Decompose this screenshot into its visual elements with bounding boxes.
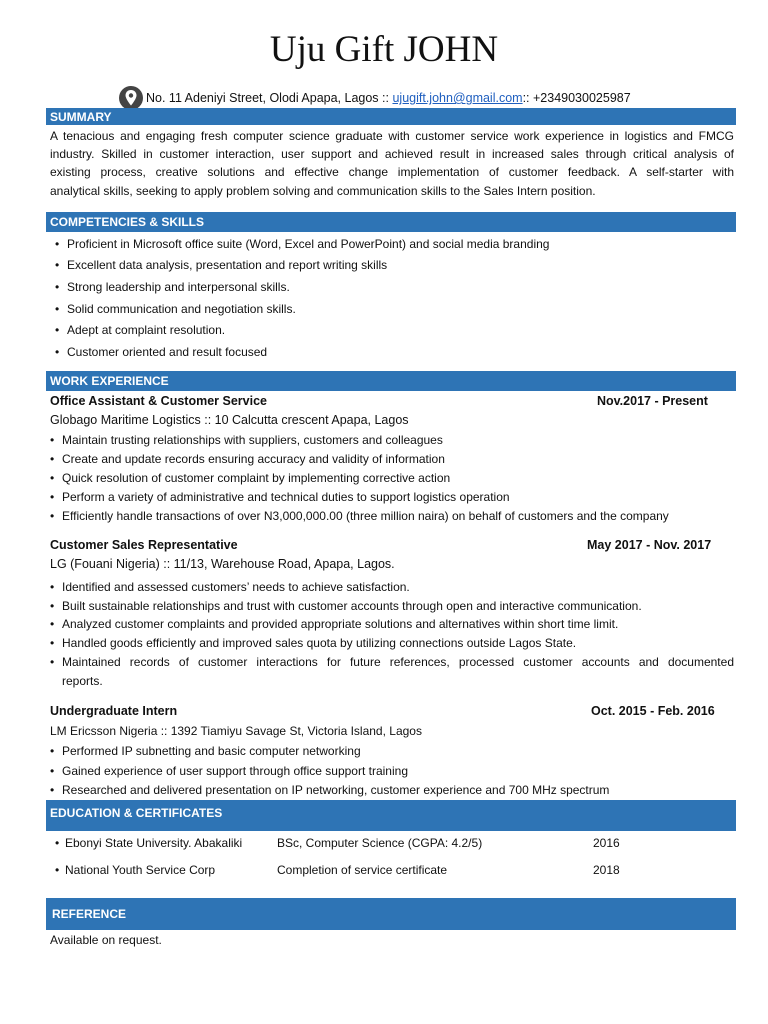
skill-item: • Customer oriented and result focused	[55, 345, 268, 359]
summary-line: existing process, creative solutions and effective change implementation of customer feedback. A self-starter with	[50, 165, 734, 180]
skill-item: • Strong leadership and interpersonal skills.	[55, 280, 290, 294]
job-company: LM Ericsson Nigeria :: 1392 Tiamiyu Savage St, Victoria Island, Lagos	[50, 724, 422, 738]
skill-item: • Adept at complaint resolution.	[55, 323, 226, 337]
email-link[interactable]: ujugift.john@gmail.com	[392, 91, 523, 105]
job-title: Undergraduate Intern	[50, 704, 178, 718]
job-bullet: • Gained experience of user support through office support training	[50, 764, 408, 778]
job-company: Globago Maritime Logistics :: 10 Calcutta crescent Apapa, Lagos	[50, 413, 409, 427]
skill-item: • Solid communication and negotiation skills.	[55, 302, 296, 316]
job-bullet: • Handled goods efficiently and improved sales quota by utilizing connections outside Lagos State.	[50, 636, 577, 650]
section-header-skills: COMPETENCIES & SKILLS	[46, 212, 736, 232]
address-text: No. 11 Adeniyi Street, Olodi Apapa, Lagos ::	[146, 91, 389, 105]
job-bullet: • Quick resolution of customer complaint by implementing corrective action	[50, 471, 451, 485]
summary-text	[50, 127, 734, 200]
job-title: Office Assistant & Customer Service	[50, 394, 267, 408]
job-dates: Nov.2017 - Present	[597, 394, 708, 408]
job-bullet: • Efficiently handle transactions of over N3,000,000.00 (three million naira) on behalf of customers and the company	[50, 509, 669, 523]
phone-text: :: +2349030025987	[522, 91, 631, 105]
job-bullet: • Create and update records ensuring accuracy and validity of information	[50, 452, 445, 466]
job-bullet: • Identified and assessed customers’ needs to achieve satisfaction.	[50, 580, 410, 594]
job-title: Customer Sales Representative	[50, 538, 238, 552]
education-qualification: BSc, Computer Science (CGPA: 4.2/5)	[277, 836, 483, 850]
job-bullet-continued: reports.	[62, 674, 103, 688]
education-institution: • Ebonyi State University. Abakaliki	[55, 836, 243, 850]
job-dates: May 2017 - Nov. 2017	[587, 538, 712, 552]
education-qualification: Completion of service certificate	[277, 863, 448, 877]
section-header-summary: SUMMARY	[46, 108, 736, 125]
job-bullet: • Perform a variety of administrative and technical duties to support logistics operation	[50, 490, 510, 504]
education-institution: • National Youth Service Corp	[55, 863, 216, 877]
summary-line: industry. Skilled in customer interaction, user support and achieved result in increased sales through critical analysis of	[50, 147, 734, 162]
job-dates: Oct. 2015 - Feb. 2016	[591, 704, 715, 718]
job-bullet: • Analyzed customer complaints and provided appropriate solutions and alternatives within short time limit.	[50, 617, 619, 631]
education-year: 2018	[593, 863, 620, 877]
skill-item: • Excellent data analysis, presentation and report writing skills	[55, 258, 388, 272]
job-bullet: • Built sustainable relationships and trust with customer accounts through open and interactive communication.	[50, 599, 642, 613]
summary-line: A tenacious and engaging fresh computer science graduate with customer service work experience in logistics and FMCG	[50, 129, 734, 143]
job-bullet: • Performed IP subnetting and basic computer networking	[50, 744, 361, 758]
summary-line: analytical skills, seeking to apply problem solving and communication skills to the Sales Intern position.	[50, 183, 596, 198]
section-header-education: EDUCATION & CERTIFICATES	[46, 800, 736, 831]
section-header-reference: REFERENCE	[46, 898, 736, 930]
skill-item: • Proficient in Microsoft office suite (Word, Excel and PowerPoint) and social media branding	[55, 237, 550, 251]
job-bullet: • Maintain trusting relationships with suppliers, customers and colleagues	[50, 433, 443, 447]
job-bullet: • Researched and delivered presentation on IP networking, customer experience and 700 MHz spectrum	[50, 783, 610, 797]
reference-text: Available on request.	[50, 933, 162, 947]
job-bullet: • Maintained records of customer interactions for future references, processed customer accounts and documented	[50, 655, 734, 669]
job-company: LG (Fouani Nigeria) :: 11/13, Warehouse Road, Apapa, Lagos.	[50, 557, 395, 571]
candidate-name: Uju Gift JOHN	[269, 29, 499, 70]
section-header-work: WORK EXPERIENCE	[46, 371, 736, 391]
education-year: 2016	[593, 836, 620, 850]
